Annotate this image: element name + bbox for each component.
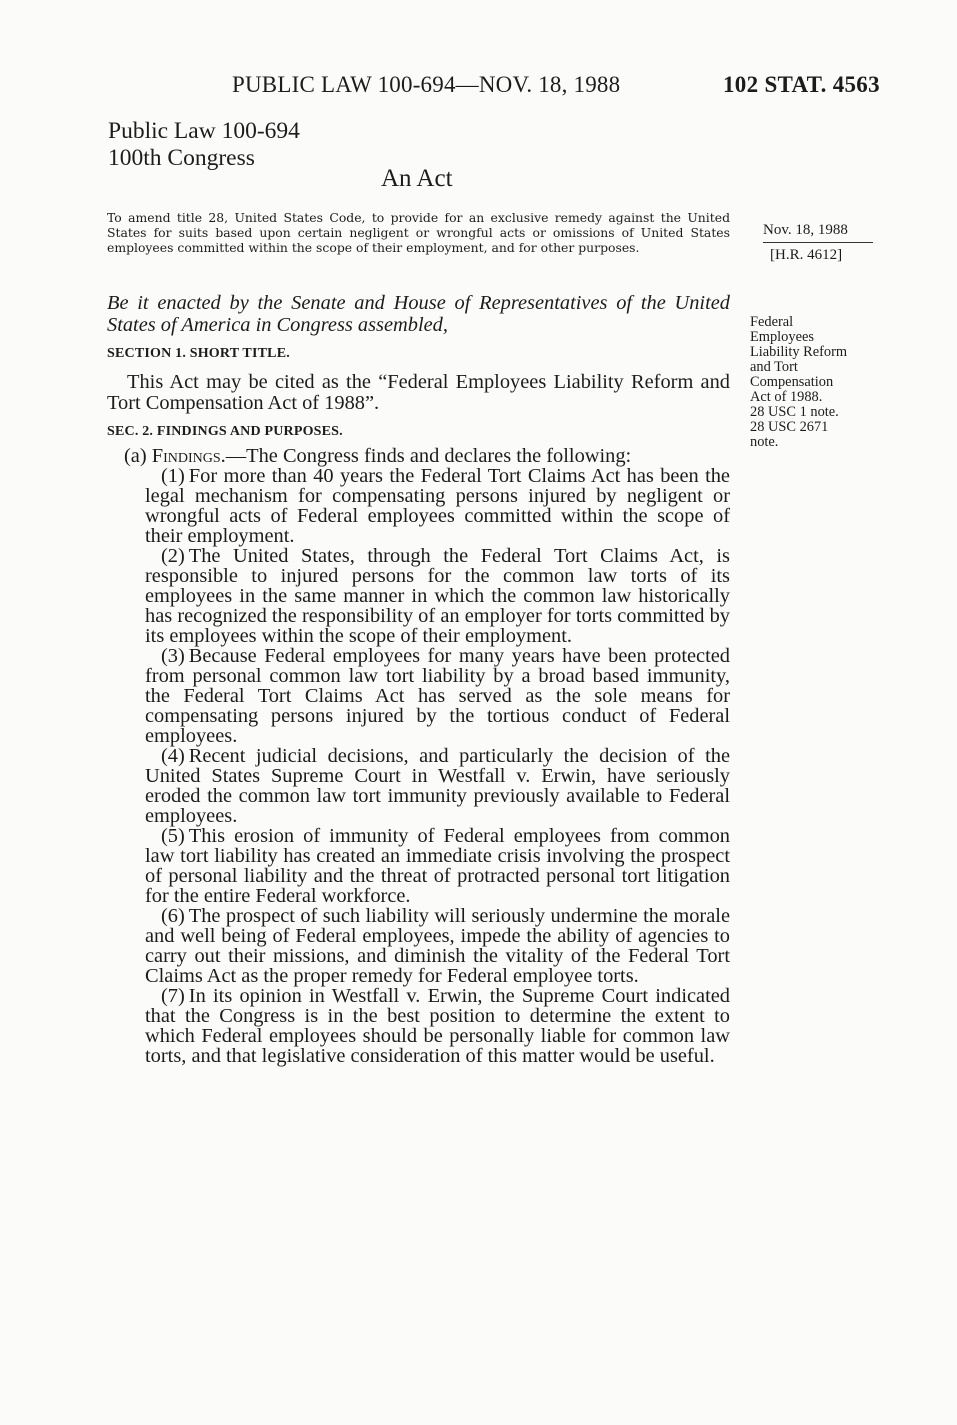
law-identifier xyxy=(108,118,300,172)
margin-note-line: 28 USC 1 note. xyxy=(750,404,839,420)
margin-note-line: Liability Reform xyxy=(750,344,848,360)
congress-number: 100th Congress xyxy=(108,145,255,171)
finding-text: The United States, through the Federal Tort Claims Act, is responsible to injured persons for the common law torts of its employees in the same manner in which the common law historically has recognized the responsibility of an employer for torts committed by its employees within the scope of their employment. xyxy=(145,545,730,647)
enacting-clause: Be it enacted by the Senate and House of Representatives of the United States of America in Congress assembled, xyxy=(107,292,730,336)
subsection-lead-text: .—The Congress finds and declares the following: xyxy=(220,445,632,467)
finding-item xyxy=(124,826,730,906)
margin-date: Nov. 18, 1988 xyxy=(763,222,873,243)
section-1-text: This Act may be cited as the “Federal Employees Liability Reform and Tort Compensation Act of 1988”. xyxy=(107,371,730,414)
finding-item xyxy=(124,986,730,1066)
finding-text: In its opinion in Westfall v. Erwin, the Supreme Court indicated that the Congress is in the best position to determine the extent to which Federal employees should be personally liable for common law torts, and that legislative consideration of this matter would be useful. xyxy=(145,985,730,1067)
finding-number: (3) xyxy=(161,645,185,667)
margin-note-line: Act of 1988. xyxy=(750,389,823,405)
margin-notes xyxy=(750,315,880,450)
subsection-label: (a) xyxy=(124,445,147,467)
finding-text: This erosion of immunity of Federal employees from common law tort liability has created an immediate crisis involving the prospect of personal liability and the threat of protracted personal tort litigation for the entire Federal workforce. xyxy=(145,825,730,907)
finding-item xyxy=(124,906,730,986)
finding-item xyxy=(124,466,730,546)
finding-text: The prospect of such liability will seriously undermine the morale and well being of Federal employees, impede the ability of agencies to carry out their missions, and diminish the vitality of the Federal Tort Claims Act as the proper remedy for Federal employee torts. xyxy=(145,905,730,987)
act-heading: An Act xyxy=(381,165,453,192)
margin-note-line: and Tort xyxy=(750,359,798,375)
margin-note-line: Employees xyxy=(750,329,814,345)
public-law-number: Public Law 100-694 xyxy=(108,118,300,144)
section-1-heading: SECTION 1. SHORT TITLE. xyxy=(107,346,290,361)
finding-text: Because Federal employees for many years have been protected from personal common law tort liability by a broad based immunity, the Federal Tort Claims Act has served as the sole means for compensating persons injured by the tortious conduct of Federal employees. xyxy=(145,645,730,747)
subsection-caption: Findings xyxy=(151,445,221,467)
finding-number: (1) xyxy=(161,465,185,487)
stat-page-number: 102 STAT. 4563 xyxy=(723,72,880,97)
running-head: PUBLIC LAW 100-694—NOV. 18, 1988 xyxy=(232,72,621,97)
finding-item xyxy=(124,746,730,826)
finding-number: (4) xyxy=(161,745,185,767)
margin-note-line: Compensation xyxy=(750,374,834,390)
margin-bill-number: [H.R. 4612] xyxy=(770,247,843,263)
finding-text: Recent judicial decisions, and particularly the decision of the United States Supreme Court in Westfall v. Erwin, have seriously eroded the common law tort immunity previously available to Federal employees. xyxy=(145,745,730,827)
finding-number: (6) xyxy=(161,905,185,927)
margin-note-line: note. xyxy=(750,434,779,450)
findings-subsection xyxy=(124,446,730,1066)
finding-number: (2) xyxy=(161,545,185,567)
finding-number: (7) xyxy=(161,985,185,1007)
purpose-clause: To amend title 28, United States Code, to provide for an exclusive remedy against the United States for suits based upon certain negligent or wrongful acts or omissions of United States employees committed within the scope of their employment, and for other purposes. xyxy=(107,210,730,256)
finding-item xyxy=(124,546,730,646)
margin-note-line: 28 USC 2671 xyxy=(750,419,829,435)
margin-note-line: Federal xyxy=(750,314,794,330)
findings-lead xyxy=(124,446,730,466)
finding-item xyxy=(124,646,730,746)
section-2-heading: SEC. 2. FINDINGS AND PURPOSES. xyxy=(107,424,343,439)
finding-number: (5) xyxy=(161,825,185,847)
finding-text: For more than 40 years the Federal Tort Claims Act has been the legal mechanism for compensating persons injured by negligent or wrongful acts of Federal employees committed within the scope of their employment. xyxy=(145,465,730,547)
